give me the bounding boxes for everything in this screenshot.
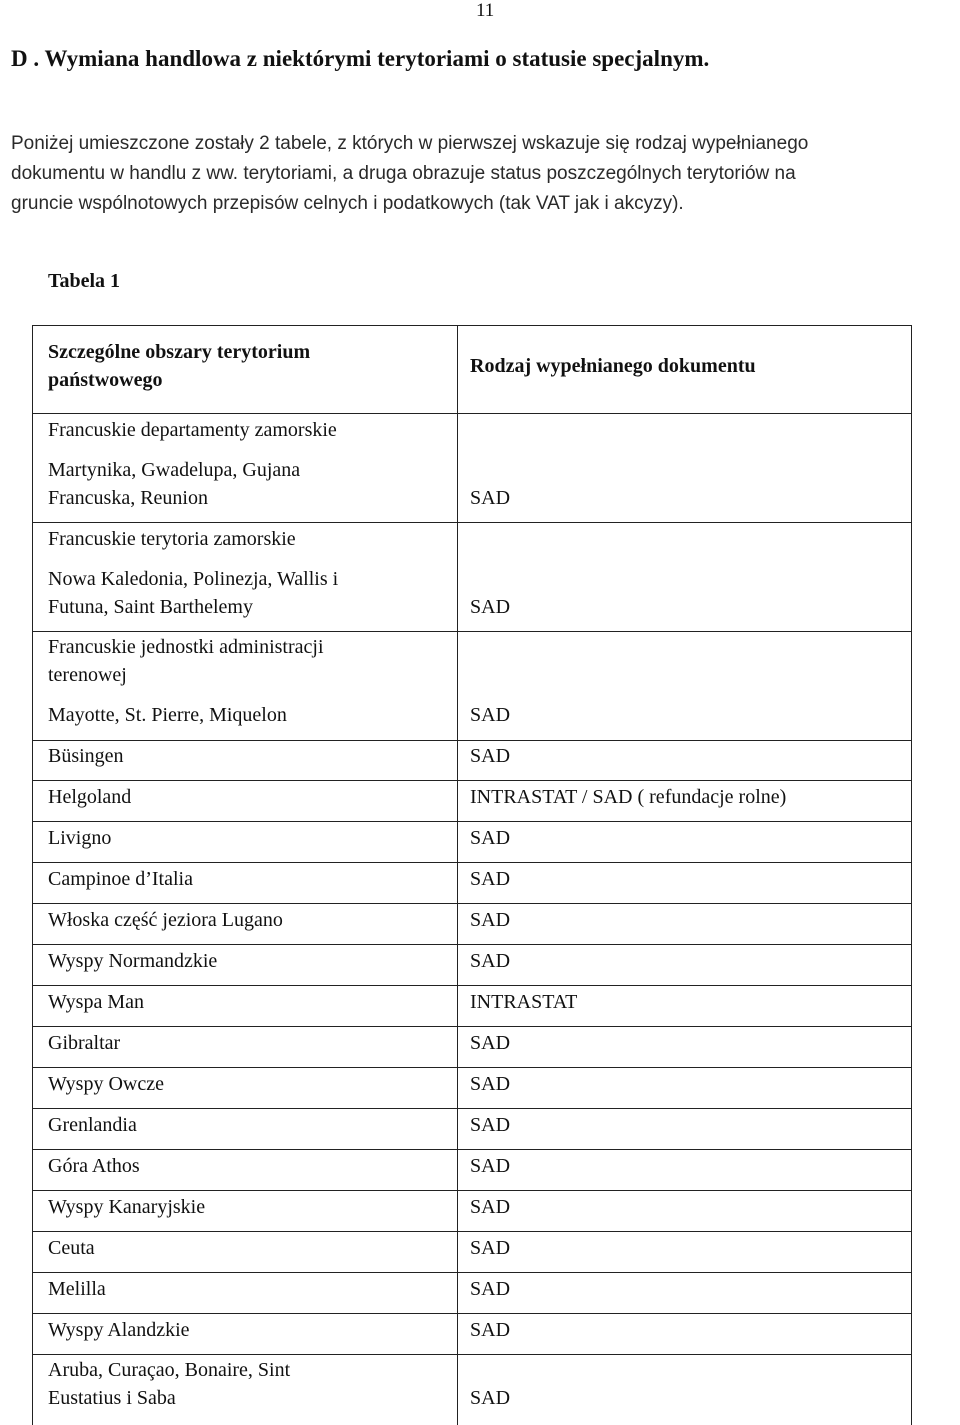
row-divider [33, 862, 911, 863]
territory-name: Gibraltar [48, 1032, 121, 1054]
header-right: Rodzaj wypełnianego dokumentu [470, 355, 756, 377]
row-divider [33, 944, 911, 945]
row-divider [33, 821, 911, 822]
row-divider [33, 1026, 911, 1027]
document-type: SAD [470, 868, 511, 890]
territory-name-line: Aruba, Curaçao, Bonaire, Sint [48, 1359, 291, 1381]
territory-name: Livigno [48, 827, 112, 849]
document-type: SAD [470, 1278, 511, 1300]
document-type: SAD [470, 1196, 511, 1218]
row-divider [33, 780, 911, 781]
header-left [48, 338, 310, 394]
territory-name-line: Nowa Kaledonia, Polinezja, Wallis i [48, 568, 339, 590]
row-divider [33, 1272, 911, 1273]
row-divider [33, 1231, 911, 1232]
territory-name-line: Martynika, Gwadelupa, Gujana [48, 459, 301, 481]
row-divider [33, 1149, 911, 1150]
group-title: Francuskie terytoria zamorskie [48, 528, 296, 550]
header-left-line: państwowego [48, 369, 163, 391]
column-divider [457, 326, 458, 1425]
territory-name: Wyspy Alandzkie [48, 1319, 190, 1341]
territory-name: Wyspy Kanaryjskie [48, 1196, 206, 1218]
intro-paragraph [11, 129, 959, 219]
territory-name-line: Eustatius i Saba [48, 1387, 176, 1409]
row-divider [33, 985, 911, 986]
document-type: SAD [470, 487, 511, 509]
territories-table [32, 325, 912, 1425]
table-caption: Tabela 1 [48, 270, 121, 292]
header-left-line: Szczególne obszary terytorium [48, 341, 311, 363]
territory-name [48, 1356, 290, 1412]
group-title-line: Francuskie jednostki administracji [48, 636, 324, 658]
row-divider [33, 1108, 911, 1109]
document-type: SAD [470, 1387, 511, 1409]
intro-line: Poniżej umieszczone zostały 2 tabele, z których w pierwszej wskazuje się rodzaj wypełnianego [11, 133, 809, 154]
territory-name: Ceuta [48, 1237, 95, 1259]
row-divider [33, 413, 911, 414]
territory-name: Wyspa Man [48, 991, 144, 1013]
territory-name: Włoska część jeziora Lugano [48, 909, 283, 931]
group-title-line: terenowej [48, 664, 127, 686]
territory-name: Büsingen [48, 745, 124, 767]
territory-name: Melilla [48, 1278, 106, 1300]
document-type: INTRASTAT [470, 991, 578, 1013]
row-divider [33, 1190, 911, 1191]
territory-name: Grenlandia [48, 1114, 137, 1136]
document-type: SAD [470, 1114, 511, 1136]
row-divider [33, 1313, 911, 1314]
document-type: SAD [470, 704, 511, 726]
intro-line: dokumentu w handlu z ww. terytoriami, a druga obrazuje status poszczególnych terytoriów na [11, 163, 796, 184]
territory-name [48, 456, 300, 512]
territory-name: Campinoe d’Italia [48, 868, 193, 890]
territory-name-line: Francuska, Reunion [48, 487, 208, 509]
row-divider [33, 903, 911, 904]
territory-name [48, 565, 338, 621]
document-type: SAD [470, 1032, 511, 1054]
document-type: SAD [470, 1073, 511, 1095]
territory-name: Helgoland [48, 786, 132, 808]
row-divider [33, 631, 911, 632]
row-divider [33, 522, 911, 523]
document-type: INTRASTAT / SAD ( refundacje rolne) [470, 786, 787, 808]
section-heading: D . Wymiana handlowa z niektórymi terytoriami o statusie specjalnym. [11, 46, 710, 71]
row-divider [33, 1354, 911, 1355]
territory-name: Góra Athos [48, 1155, 140, 1177]
document-type: SAD [470, 1155, 511, 1177]
document-type: SAD [470, 1237, 511, 1259]
document-type: SAD [470, 827, 511, 849]
document-type: SAD [470, 909, 511, 931]
group-title [48, 633, 324, 689]
document-type: SAD [470, 745, 511, 767]
territory-name-line: Futuna, Saint Barthelemy [48, 596, 253, 618]
document-type: SAD [470, 596, 511, 618]
document-type: SAD [470, 950, 511, 972]
document-type: SAD [470, 1319, 511, 1341]
row-divider [33, 1067, 911, 1068]
territory-name: Wyspy Owcze [48, 1073, 164, 1095]
intro-line: gruncie wspólnotowych przepisów celnych i podatkowych (tak VAT jak i akcyzy). [11, 193, 684, 214]
group-title: Francuskie departamenty zamorskie [48, 419, 337, 441]
territory-name: Wyspy Normandzkie [48, 950, 218, 972]
row-divider [33, 740, 911, 741]
territory-name: Mayotte, St. Pierre, Miquelon [48, 704, 287, 726]
page-number: 11 [476, 0, 495, 21]
